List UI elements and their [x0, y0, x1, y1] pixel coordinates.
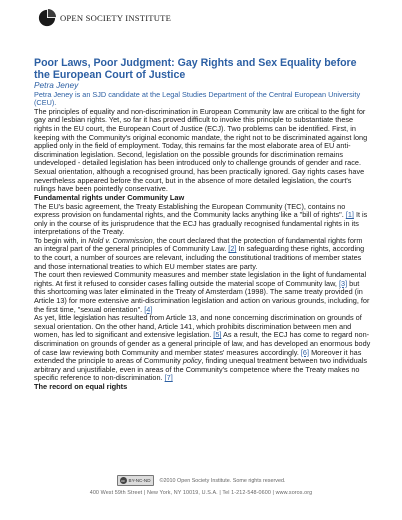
paragraph-text: The EU's basic agreement, the Treaty Establishing the European Community (TEC), contains no express provision on fundamental rights, and the Community lacks anything like a "bill of rights". [34, 201, 346, 220]
paragraph-nold [34, 237, 372, 271]
emphasis-text: policy [182, 356, 202, 366]
paragraph-review [34, 271, 372, 314]
footnote-link-6[interactable]: [6] [300, 347, 310, 357]
paragraph-text: It is only in the course of its jurisprudence that the ECJ has gradually recognised fundamental rights in its interpretations of the Treaty. [34, 210, 368, 237]
site-header [38, 8, 171, 28]
paragraph-text: To begin with, in [34, 235, 87, 245]
article [34, 57, 372, 392]
cc-badge-label: BY-NC-ND [128, 478, 151, 483]
paragraph-article-13 [34, 314, 372, 383]
osi-logo-icon [38, 9, 56, 27]
article-author: Petra Jeney [34, 80, 79, 90]
article-title: Poor Laws, Poor Judgment: Gay Rights and Sex Equality before the European Court of Justice [34, 57, 357, 81]
section-heading-fundamental-rights: Fundamental rights under Community Law [34, 192, 185, 202]
paragraph-text: As yet, little legislation has resulted from Article 13, and none concerning discrimination on grounds of sexual orientation. On the other hand, Article 141, which prohibits discrimination between men and women, has led to significant and extensive legislation. [34, 313, 362, 340]
creative-commons-icon: cc [121, 478, 125, 483]
paragraph-text: In safeguarding these rights, according to the court, a number of sources are relevant, including the constitutional traditions of member states and those international treaties to which EU member states are party. [34, 244, 365, 271]
paragraph-text: but this shortcoming was later eliminated in the Treaty of Amsterdam (1998). The same treaty provided (in Article 13) for more extensive anti-discrimination legislation and action on various grounds, including, for the first time, "sexual orientation". [34, 278, 370, 314]
paragraph-intro: The principles of equality and non-discrimination in European Community law are critical to the fight for gay and lesbian rights. Yet, so far it has proved difficult to invoke this principle to substantiate these rights in the EU court, the European Court of Justice (ECJ). Two problems can be identified. First, in keeping with the Community's original economic mandate, the right not to be discriminated against long applied only in the field of employment. Today, this remains far the most elaborate area of EU anti-discrimination legislation. Second, legislation on the possible grounds for discrimination remains undeveloped - detailed legislation has been introduced only to challenge grounds of gender and race. Sexual orientation, although a recognised ground, has been practically ignored. Gay rights cases have nevertheless appeared before the court, but in the absence of more detailed legislation, the court's rulings have been pointedly conservative. [34, 106, 368, 194]
case-name: Nold v. Commission [88, 235, 153, 245]
page-footer [0, 475, 402, 496]
footnote-link-1[interactable]: [1] [345, 210, 354, 220]
footnote-link-7[interactable]: [7] [164, 373, 173, 383]
license-row [0, 475, 402, 486]
paragraph-text: Moreover it has extended the principle to areas of Community [34, 347, 362, 366]
address-line: 400 West 59th Street | New York, NY 10019, U.S.A. | Tel 1-212-548-0600 | www.soros.org [89, 490, 313, 496]
copyright-text: ©2010 Open Society Institute. Some rights reserved. [159, 477, 286, 484]
footnote-link-5[interactable]: [5] [213, 330, 222, 340]
org-name: OPEN SOCIETY INSTITUTE [60, 13, 172, 23]
paragraph-text: The court then reviewed Community measures and member state legislation in the light of fundamental rights. At first it refused to consider cases falling outside the material scope of Community law, [34, 270, 367, 288]
paragraph-text: , the court declared that the protection of fundamental rights form an integral part of the general principles of Community Law. [34, 235, 363, 254]
footnote-link-2[interactable]: [2] [228, 244, 237, 254]
footnote-link-4[interactable]: [4] [144, 304, 153, 314]
paragraph-text: , finding unequal treatment between two individuals arbitrary and unjustifiable, even in areas of the Community's competence where the Treaty makes no specific reference to non-discrimination. [34, 356, 368, 383]
cc-license-badge[interactable] [117, 475, 154, 486]
section-heading-equal-rights: The record on equal rights [34, 381, 128, 391]
paragraph-treaty [34, 203, 372, 237]
paragraph-text: As a result, the ECJ has come to regard non-discrimination on grounds of gender as a general principle of law, and has developed an enormous body of case law reviewing both Community and member states' measures accordingly. [34, 330, 371, 357]
footnote-link-3[interactable]: [3] [339, 278, 348, 288]
author-bio: Petra Jeney is an SJD candidate at the Legal Studies Department of the Central European University (CEU). [34, 89, 361, 108]
article-body [34, 108, 372, 392]
